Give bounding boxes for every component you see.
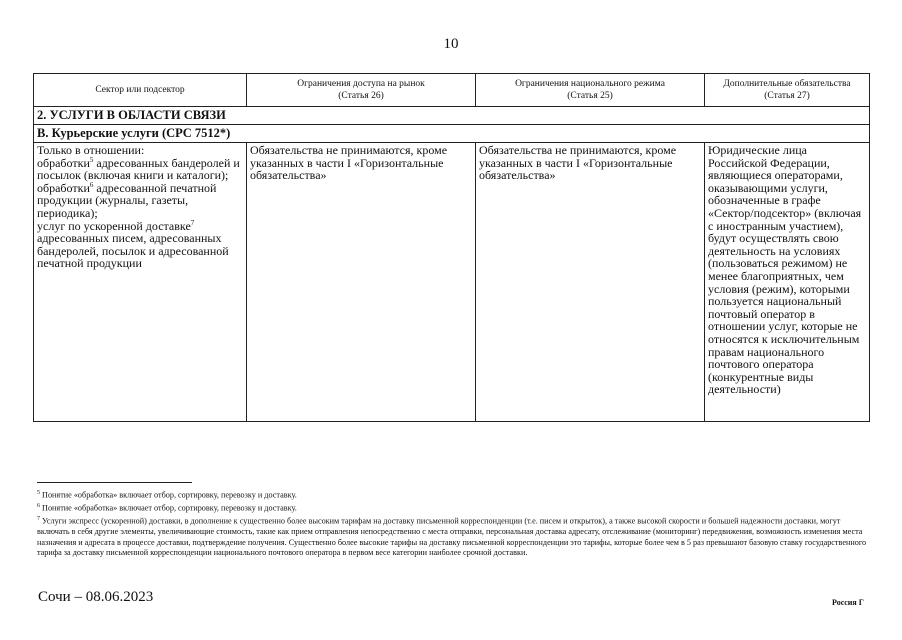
footnote-5-num: 5 — [37, 490, 40, 496]
sector-item-3-a: услуг по ускоренной доставке — [37, 218, 191, 233]
market-access-cell: Обязательства не принимаются, кроме указанных в части I «Горизонтальные обязательства» — [247, 143, 476, 422]
footnote-7-num: 7 — [37, 516, 40, 523]
sector-item-2-a: обработки — [37, 180, 90, 195]
header-market-access — [247, 74, 476, 107]
footnote-divider — [37, 482, 192, 483]
sector-cell — [34, 143, 247, 422]
sector-item-2-b: адресованной печатной продукции (журналы, газеты, периодика); — [37, 180, 217, 220]
footnote-ref-5: 5 — [89, 155, 94, 164]
schedule-table — [33, 73, 870, 422]
footnote-7 — [37, 514, 867, 558]
section-title: 2. УСЛУГИ В ОБЛАСТИ СВЯЗИ — [34, 107, 870, 125]
footnote-ref-7: 7 — [190, 218, 195, 227]
subsection-row — [34, 125, 870, 143]
table-row — [34, 143, 870, 422]
sector-item-3 — [37, 219, 229, 271]
section-row — [34, 107, 870, 125]
header-national-treatment-label: Ограничения национального режима — [515, 79, 665, 89]
header-additional-label: Дополнительные обязательства — [723, 79, 851, 89]
additional-commitments-cell: Юридические лица Российской Федерации, являющиеся операторами, оказывающими услуги, обозначенные в графе «Сектор/подсектор» (включая с иностранным участием), будут осуществлять свою деятельность на условиях (пользоваться режимом) не менее благоприятных, чем условия (режим), которыми пользуется национальный почтовый оператор в отношении услуг, которые не относятся к исключительным правам национального почтового оператора (конкурентные виды деятельности) — [705, 143, 870, 422]
footnote-7-text: Услуги экспресс (ускоренной) доставки, в дополнение к существенно более высоким тарифам на доставку письменной корреспонденции (т.е. писем и открыток), а также высокой скорости и большей надежности доставки, могут включать в себя другие элементы, увеличивающие стоимость, такие как прием отправления непосредственно с места отправки, персональная доставка адресату, отслеживание (мониторинг) передвижения, возможность изменения места назначения и адресата в процессе доставки, подтверждение получения. Существенно более высокие тарифы на доставку письменной корреспонденции это тарифы, которые более чем в 5 раз превышают базовую ставку государственного тарифа за доставку письменной корреспонденции национального почтового оператора в первом весе категории наиболее срочной доставки. — [37, 517, 867, 558]
header-sector-label: Сектор или подсектор — [95, 85, 185, 95]
footnote-5-text: Понятие «обработка» включает отбор, сортировку, перевозку и доставку. — [40, 490, 297, 500]
sector-item-1-b: адресованных бандеролей и посылок (включая книги и каталоги); — [37, 155, 240, 183]
sector-item-2 — [37, 181, 216, 220]
header-national-treatment-article: (Статья 25) — [567, 91, 613, 101]
page-number: 10 — [443, 36, 459, 52]
header-national-treatment — [476, 74, 705, 107]
footnote-ref-6: 6 — [89, 180, 94, 189]
sector-item-1 — [37, 156, 240, 183]
header-market-access-article: (Статья 26) — [338, 91, 384, 101]
sector-item-1-a: обработки — [37, 155, 90, 170]
header-sector — [34, 74, 247, 107]
footnote-6 — [37, 501, 867, 514]
header-market-access-label: Ограничения доступа на рынок — [297, 79, 425, 89]
sector-item-3-b: адресованных писем, адресованных бандеролей, посылок и адресованной печатной продукции — [37, 231, 229, 271]
footnote-5 — [37, 488, 867, 501]
footer-location-date: Сочи – 08.06.2023 — [38, 589, 154, 605]
subsection-title: B. Курьерские услуги (CPC 7512*) — [34, 125, 870, 143]
footnote-6-text: Понятие «обработка» включает отбор, сортировку, перевозку и доставку. — [40, 503, 297, 513]
header-row — [34, 74, 870, 107]
footnote-6-num: 6 — [37, 503, 40, 510]
national-treatment-cell: Обязательства не принимаются, кроме указанных в части I «Горизонтальные обязательства» — [476, 143, 705, 422]
footer-country: Россия Г — [832, 598, 864, 607]
header-additional-commitments — [705, 74, 870, 107]
sector-intro: Только в отношении: — [37, 143, 145, 157]
footnotes — [37, 488, 867, 559]
header-additional-article: (Статья 27) — [764, 91, 810, 101]
